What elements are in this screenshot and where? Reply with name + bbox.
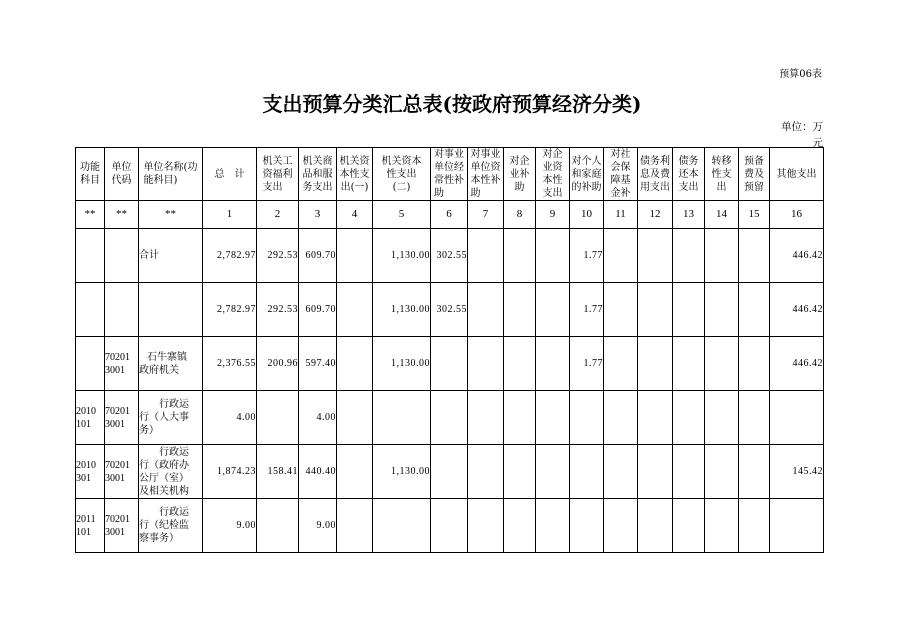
cell-debt-principal [673,499,705,553]
index-cell: 12 [638,201,673,229]
cell-unit-code: 70201 3001 [105,499,139,553]
cell-debt-principal [673,337,705,391]
index-cell: 9 [536,201,570,229]
cell-household-subsidy [570,391,604,445]
cell-enterprise-capital-expenditure [536,229,570,283]
cell-transfer-expenditure [705,391,739,445]
cell-transfer-expenditure [705,499,739,553]
cell-other-expenditure: 446.42 [770,229,824,283]
header-institution-capital-subsidy [468,148,504,201]
cell-debt-interest [638,229,673,283]
header-wages-benefits [257,148,299,201]
header-goods-services: 机关商 品和服 务支出 [299,148,337,201]
cell-goods-services: 609.70 [299,229,337,283]
cell-enterprise-subsidy [504,391,536,445]
cell-reserve-fund [739,391,770,445]
cell-transfer-expenditure [705,283,739,337]
cell-unit-name [139,283,203,337]
header-debt-interest: 债务利 息及费 用支出 [638,148,673,201]
cell-institution-recurrent-subsidy [431,391,468,445]
header-household-subsidy: 对个人 和家庭 的补助 [570,148,604,201]
index-cell: 3 [299,201,337,229]
cell-function-subject [76,283,105,337]
cell-debt-interest [638,445,673,499]
header-capital-expenditure-1: 机关资 本性支 出(一) [337,148,373,201]
cell-capital-expenditure-2 [373,499,431,553]
cell-household-subsidy [570,499,604,553]
cell-goods-services: 597.40 [299,337,337,391]
cell-social-security-fund-subsidy [604,283,638,337]
header-capital-expenditure-2: 机关资本 性支出 (二) [373,148,431,201]
cell-institution-recurrent-subsidy: 302.55 [431,229,468,283]
header-transfer-expenditure: 转移 性支 出 [705,148,739,201]
index-cell: 6 [431,201,468,229]
cell-institution-capital-subsidy [468,445,504,499]
cell-wages-benefits [257,391,299,445]
index-cell: 7 [468,201,504,229]
cell-wages-benefits: 158.41 [257,445,299,499]
cell-unit-name: 行政运 行（纪检监 察事务） [139,499,203,553]
index-cell: 4 [337,201,373,229]
cell-social-security-fund-subsidy [604,229,638,283]
cell-social-security-fund-subsidy [604,499,638,553]
cell-enterprise-capital-expenditure [536,445,570,499]
cell-transfer-expenditure [705,445,739,499]
table-row [76,283,824,337]
cell-capital-expenditure-1 [337,229,373,283]
header-row [76,148,824,201]
header-institution-capital-subsidy-text: 对事业 单位资 本性补 助 [470,149,501,199]
table-row [76,445,824,499]
index-cell: ** [76,201,105,229]
cell-debt-interest [638,391,673,445]
index-cell: 2 [257,201,299,229]
cell-institution-recurrent-subsidy [431,337,468,391]
cell-total: 1,874.23 [203,445,257,499]
table-row [76,229,824,283]
cell-transfer-expenditure [705,337,739,391]
cell-enterprise-capital-expenditure [536,391,570,445]
cell-enterprise-subsidy [504,445,536,499]
cell-institution-recurrent-subsidy [431,499,468,553]
cell-reserve-fund [739,283,770,337]
header-unit-name [139,148,203,201]
header-institution-recurrent-subsidy [431,148,468,201]
cell-unit-name: 行政运 行（人大事 务） [139,391,203,445]
cell-capital-expenditure-1 [337,337,373,391]
cell-function-subject [76,337,105,391]
cell-enterprise-capital-expenditure [536,337,570,391]
cell-debt-principal [673,391,705,445]
cell-enterprise-capital-expenditure [536,499,570,553]
cell-reserve-fund [739,229,770,283]
cell-goods-services: 609.70 [299,283,337,337]
cell-institution-capital-subsidy [468,391,504,445]
cell-capital-expenditure-1 [337,283,373,337]
cell-reserve-fund [739,445,770,499]
cell-unit-code: 70201 3001 [105,391,139,445]
index-cell: 1 [203,201,257,229]
cell-institution-capital-subsidy [468,283,504,337]
cell-capital-expenditure-1 [337,445,373,499]
cell-social-security-fund-subsidy [604,337,638,391]
cell-function-subject: 2011 101 [76,499,105,553]
cell-unit-code [105,283,139,337]
index-cell: 5 [373,201,431,229]
cell-debt-principal [673,229,705,283]
cell-debt-principal [673,445,705,499]
cell-capital-expenditure-1 [337,499,373,553]
cell-capital-expenditure-2: 1,130.00 [373,283,431,337]
header-total: 总 计 [203,148,257,201]
cell-debt-interest [638,337,673,391]
index-cell: 11 [604,201,638,229]
cell-capital-expenditure-1 [337,391,373,445]
cell-unit-code [105,229,139,283]
cell-total: 2,376.55 [203,337,257,391]
header-social-security-fund-subsidy: 对社 会保 障基 金补 [604,148,638,201]
cell-total: 9.00 [203,499,257,553]
cell-debt-interest [638,283,673,337]
cell-transfer-expenditure [705,229,739,283]
cell-enterprise-subsidy [504,337,536,391]
cell-institution-capital-subsidy [468,229,504,283]
cell-wages-benefits [257,499,299,553]
index-cell: 8 [504,201,536,229]
cell-institution-recurrent-subsidy [431,445,468,499]
cell-capital-expenditure-2 [373,391,431,445]
index-cell: ** [105,201,139,229]
cell-function-subject [76,229,105,283]
cell-other-expenditure [770,499,824,553]
header-enterprise-subsidy: 对企 业补 助 [504,148,536,201]
cell-social-security-fund-subsidy [604,445,638,499]
cell-enterprise-subsidy [504,283,536,337]
column-index-row [76,201,824,229]
cell-debt-principal [673,283,705,337]
cell-institution-recurrent-subsidy: 302.55 [431,283,468,337]
header-unit-name-text: 单位名称(功 能科目) [143,162,198,186]
cell-institution-capital-subsidy [468,337,504,391]
cell-total: 2,782.97 [203,283,257,337]
cell-household-subsidy: 1.77 [570,283,604,337]
header-enterprise-capital-expenditure: 对企 业资 本性 支出 [536,148,570,201]
index-cell: 10 [570,201,604,229]
budget-table [75,147,824,553]
table-row [76,391,824,445]
page-title: 支出预算分类汇总表(按政府预算经济分类) [262,92,642,116]
cell-wages-benefits: 200.96 [257,337,299,391]
cell-other-expenditure: 446.42 [770,337,824,391]
header-wages-benefits-text: 机关工 资福利 支出 [262,155,293,193]
header-institution-recurrent-subsidy-text: 对事业 单位经 常性补 助 [434,149,464,199]
cell-unit-code: 70201 3001 [105,445,139,499]
index-cell: 14 [705,201,739,229]
header-unit-code: 单位 代码 [105,148,139,201]
cell-other-expenditure: 446.42 [770,283,824,337]
header-debt-principal: 债务 还本 支出 [673,148,705,201]
index-cell: 15 [739,201,770,229]
cell-institution-capital-subsidy [468,499,504,553]
cell-household-subsidy: 1.77 [570,337,604,391]
cell-wages-benefits: 292.53 [257,283,299,337]
header-function-subject: 功能 科目 [76,148,105,201]
cell-debt-interest [638,499,673,553]
cell-unit-code: 70201 3001 [105,337,139,391]
cell-social-security-fund-subsidy [604,391,638,445]
header-other-expenditure: 其他支出 [770,148,824,201]
cell-enterprise-subsidy [504,499,536,553]
cell-unit-name: 行政运 行（政府办 公厅（室） 及相关机构 [139,445,203,499]
table-row [76,499,824,553]
cell-function-subject: 2010 101 [76,391,105,445]
cell-wages-benefits: 292.53 [257,229,299,283]
cell-enterprise-capital-expenditure [536,283,570,337]
cell-capital-expenditure-2: 1,130.00 [373,229,431,283]
cell-reserve-fund [739,337,770,391]
cell-household-subsidy [570,445,604,499]
cell-reserve-fund [739,499,770,553]
cell-other-expenditure [770,391,824,445]
table-code-label: 预算06表 [779,69,822,80]
cell-total: 4.00 [203,391,257,445]
cell-capital-expenditure-2: 1,130.00 [373,337,431,391]
cell-capital-expenditure-2: 1,130.00 [373,445,431,499]
cell-goods-services: 4.00 [299,391,337,445]
index-cell: 16 [770,201,824,229]
index-cell: 13 [673,201,705,229]
cell-function-subject: 2010 301 [76,445,105,499]
cell-household-subsidy: 1.77 [570,229,604,283]
unit-label: 单位：万元 [781,121,823,149]
cell-unit-name: 石牛寨镇 政府机关 [139,337,203,391]
cell-other-expenditure: 145.42 [770,445,824,499]
index-cell: ** [139,201,203,229]
cell-unit-name: 合计 [139,229,203,283]
cell-goods-services: 9.00 [299,499,337,553]
header-reserve-fund: 预备 费及 预留 [739,148,770,201]
cell-total: 2,782.97 [203,229,257,283]
cell-enterprise-subsidy [504,229,536,283]
table-row [76,337,824,391]
cell-goods-services: 440.40 [299,445,337,499]
